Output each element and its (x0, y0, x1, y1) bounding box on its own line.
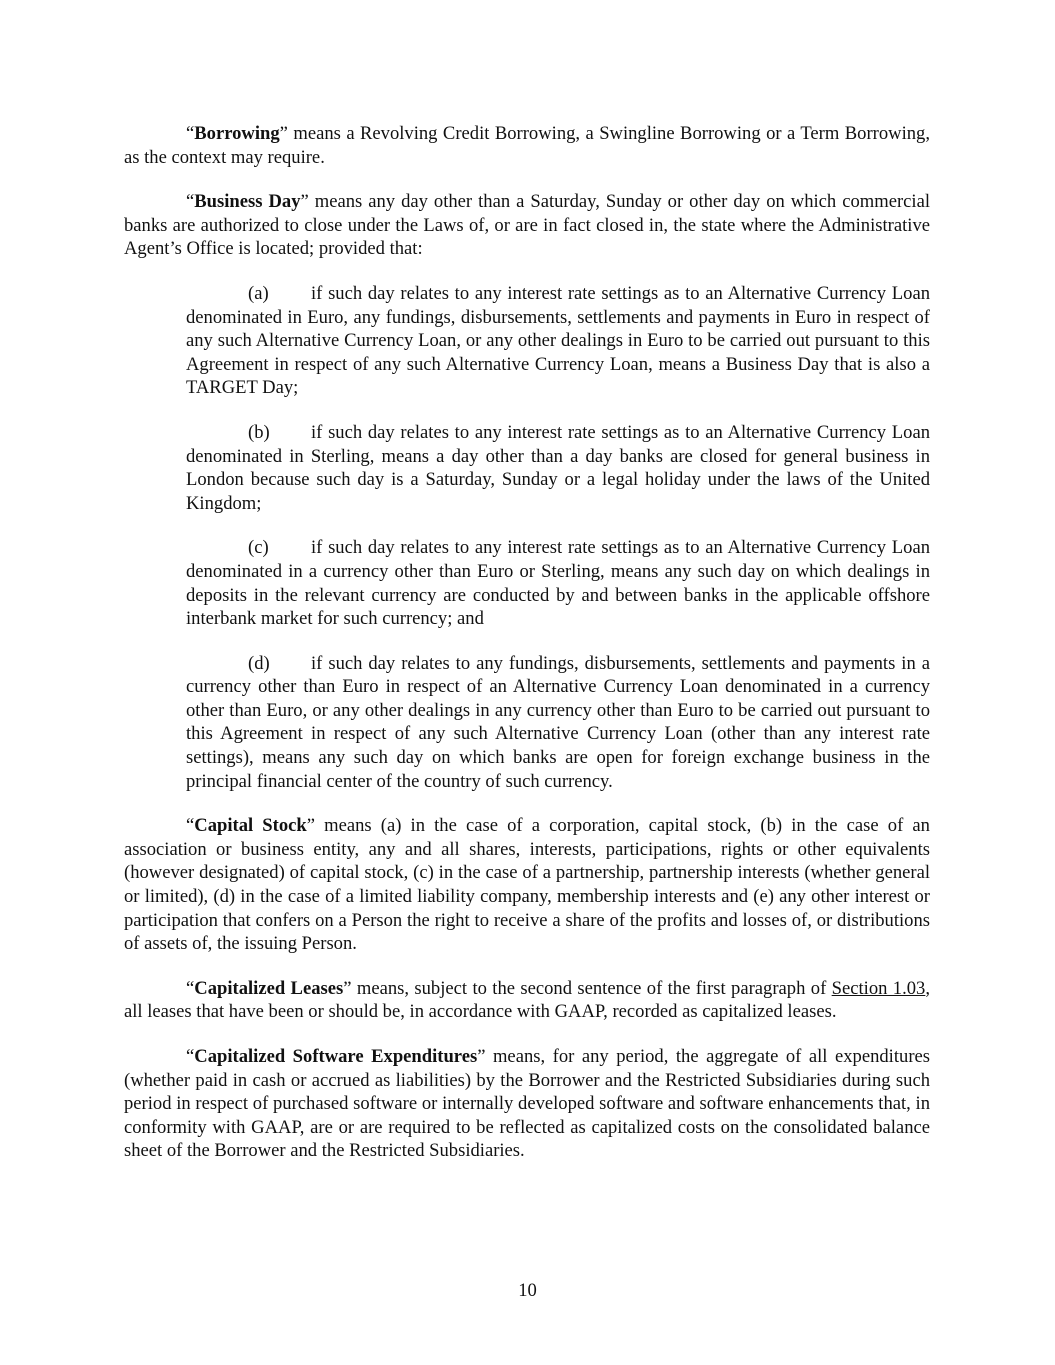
definition-text: ” means any day other than a Saturday, Sunday or other day on which commercial banks are authorized to close under the Laws of, or are in fact closed in, the state where the Administrative Agent’s Office is located; provided that: (124, 191, 930, 260)
defined-term: Borrowing (194, 123, 280, 144)
clause-d (186, 652, 930, 794)
document-page (124, 122, 930, 1184)
open-quote: “ (186, 977, 195, 999)
clause-text: if such day relates to any interest rate settings as to an Alternative Currency Loan denominated in a currency other than Euro or Sterling, means any such day on which dealings in deposits in the relevant currency are conducted by and between banks in the applicable offshore interbank market for such currency; and (186, 537, 930, 630)
defined-term: Capitalized Software Expenditures (194, 1046, 478, 1067)
clause-marker: (a) (248, 282, 269, 304)
clause-b (186, 421, 930, 515)
definition-text: ” means (a) in the case of a corporation, capital stock, (b) in the case of an association or business entity, any and all shares, interests, participations, rights or other equivalents (however designated) of capital stock, (c) in the case of a partnership, partnership interests (whether general or limited), (d) in the case of a limited liability company, membership interests and (e) any other interest or participation that confers on a Person the right to receive a share of the profits and losses of, or distributions of assets of, the issuing Person. (124, 815, 930, 955)
defined-term: Capital Stock (194, 815, 307, 837)
defined-term: Capitalized Leases (194, 977, 344, 999)
clause-marker: (d) (248, 652, 270, 674)
section-cross-reference: Section 1.03 (831, 977, 926, 999)
open-quote: “ (186, 1046, 195, 1067)
defined-term: Business Day (194, 191, 301, 213)
definition-capital-stock (124, 814, 930, 956)
clause-a (186, 282, 930, 400)
definition-text: ” means, for any period, the aggregate of all expenditures (whether paid in cash or accrued as liabilities) by the Borrower and the Restricted Subsidiaries during such period in respect of purchased software or internally developed software and software enhancements that, in conformity with GAAP, are or are required to be reflected as capitalized costs on the consolidated balance sheet of the Borrower and the Restricted Subsidiaries. (124, 1046, 930, 1162)
clause-text: if such day relates to any interest rate settings as to an Alternative Currency Loan denominated in Euro, any fundings, disbursements, settlements and payments in Euro in respect of any such Alternative Currency Loan, or any other dealings in Euro to be carried out pursuant to this Agreement in respect of any such Alternative Currency Loan, means a Business Day that is also a TARGET Day; (186, 282, 930, 399)
open-quote: “ (186, 123, 195, 144)
page-number: 10 (518, 1280, 537, 1301)
definition-text-continued: , all leases that have been or should be, in accordance with GAAP, recorded as capitalized leases. (124, 977, 930, 1023)
definition-capitalized-software-expenditures (124, 1045, 930, 1163)
clause-marker: (c) (248, 537, 269, 559)
definition-text: ” means, subject to the second sentence of the first paragraph of (343, 977, 832, 999)
clause-marker: (b) (248, 421, 270, 443)
open-quote: “ (186, 815, 195, 837)
definition-business-day (124, 190, 930, 261)
clause-text: if such day relates to any fundings, disbursements, settlements and payments in a currency other than Euro in respect of an Alternative Currency Loan denominated in a currency other than Euro, or any other dealings in any currency other than Euro to be carried out pursuant to this Agreement in respect of any such Alternative Currency Loan (other than any interest rate settings), means any such day on which banks are open for foreign exchange business in the principal financial center of the country of such currency. (186, 652, 930, 792)
definition-text: ” means a Revolving Credit Borrowing, a Swingline Borrowing or a Term Borrowing, as the context may require. (124, 123, 930, 168)
clause-text: if such day relates to any interest rate settings as to an Alternative Currency Loan denominated in Sterling, means a day other than a day banks are closed for general business in London because such day is a Saturday, Sunday or a legal holiday under the laws of the United Kingdom; (186, 421, 930, 514)
definition-capitalized-leases (124, 977, 930, 1024)
clause-c (186, 536, 930, 630)
open-quote: “ (186, 191, 195, 213)
definition-borrowing (124, 122, 930, 169)
